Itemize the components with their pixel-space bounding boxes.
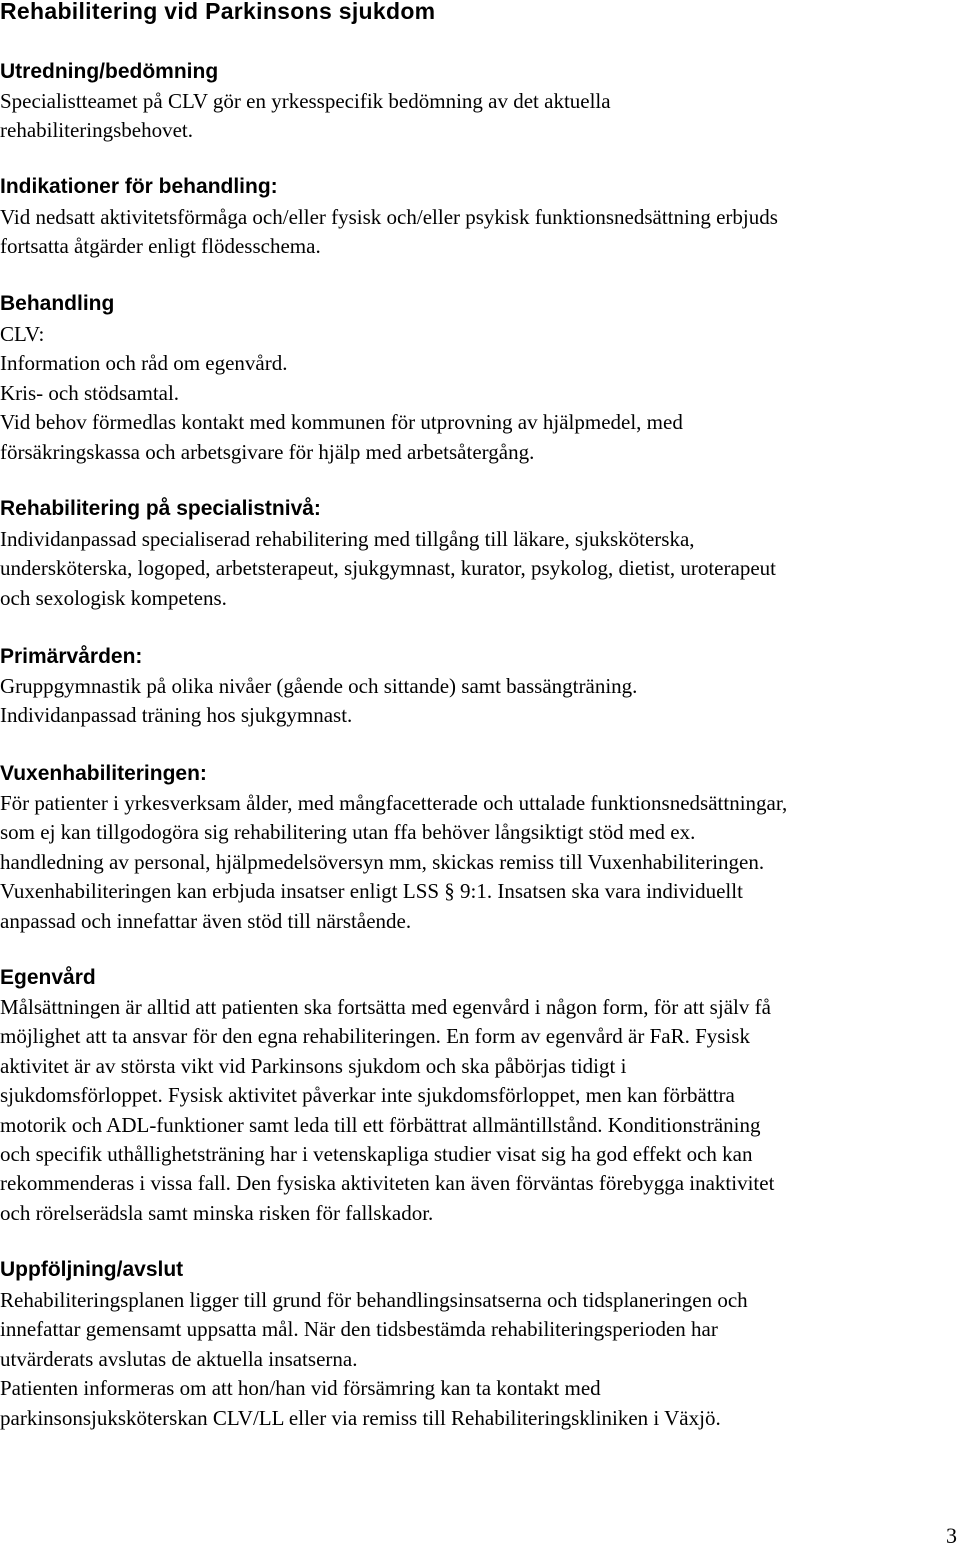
- text-line: undersköterska, logoped, arbetsterapeut, sjukgymnast, kurator, psykolog, dietist, uroterapeut: [0, 556, 776, 581]
- text-line: fortsatta åtgärder enligt flödesschema.: [0, 234, 321, 259]
- paragraph-uppfoljning: [0, 1286, 748, 1433]
- text-line: och rörelserädsla samt minska risken för fallskador.: [0, 1200, 434, 1225]
- text-line: parkinsonsjuksköterskan CLV/LL eller via remiss till Rehabiliteringskliniken i Växjö.: [0, 1405, 721, 1430]
- heading-egenvard: Egenvård: [0, 966, 96, 989]
- text-line: CLV:: [0, 322, 45, 346]
- text-line: Patienten informeras om att hon/han vid försämring kan ta kontakt med: [0, 1376, 601, 1401]
- page-number: 3: [946, 1523, 957, 1548]
- document-title: Rehabilitering vid Parkinsons sjukdom: [0, 0, 436, 24]
- text-line: handledning av personal, hjälpmedelsöversyn mm, skickas remiss till Vuxenhabiliteringen.: [0, 849, 765, 874]
- text-line: möjlighet att ta ansvar för den egna rehabiliteringen. En form av egenvård är FaR. Fysisk: [0, 1024, 750, 1049]
- heading-primarvarden: Primärvården:: [0, 645, 143, 668]
- paragraph-utredning: [0, 87, 611, 146]
- heading-specialistniva: Rehabilitering på specialistnivå:: [0, 497, 321, 520]
- text-line: Gruppgymnastik på olika nivåer (gående och sittande) samt bassängträning.: [0, 674, 638, 698]
- heading-uppfoljning: Uppföljning/avslut: [0, 1258, 184, 1281]
- text-line: rehabiliteringsbehovet.: [0, 118, 194, 143]
- text-line: och specifik uthållighetsträning har i vetenskapliga studier visat sig ha god effekt och kan: [0, 1142, 753, 1167]
- text-line: Information och råd om egenvård.: [0, 351, 288, 376]
- text-line: För patienter i yrkesverksam ålder, med mångfacetterade och uttalade funktionsnedsättningar,: [0, 791, 788, 815]
- text-line: Rehabiliteringsplanen ligger till grund för behandlingsinsatserna och tidsplaneringen och: [0, 1288, 748, 1312]
- heading-indikationer: Indikationer för behandling:: [0, 175, 278, 198]
- text-line: Specialistteamet på CLV gör en yrkesspecifik bedömning av det aktuella: [0, 89, 611, 113]
- heading-behandling: Behandling: [0, 292, 115, 315]
- text-line: sjukdomsförloppet. Fysisk aktivitet påverkar inte sjukdomsförloppet, men kan förbättra: [0, 1083, 735, 1108]
- paragraph-vuxenhabiliteringen: [0, 789, 787, 936]
- text-line: Kris- och stödsamtal.: [0, 380, 180, 405]
- text-line: och sexologisk kompetens.: [0, 585, 227, 610]
- text-line: rekommenderas i vissa fall. Den fysiska aktiviteten kan även förväntas förebygga inaktivitet: [0, 1171, 775, 1196]
- heading-utredning: Utredning/bedömning: [0, 60, 219, 83]
- text-line: utvärderats avslutas de aktuella insatserna.: [0, 1346, 358, 1371]
- paragraph-behandling: [0, 320, 683, 467]
- text-line: aktivitet är av största vikt vid Parkinsons sjukdom och ska påbörjas tidigt i: [0, 1053, 627, 1078]
- text-line: innefattar gemensamt uppsatta mål. När den tidsbestämda rehabiliteringsperioden har: [0, 1317, 718, 1342]
- text-line: motorik och ADL-funktioner samt leda till ett förbättrat allmäntillstånd. Konditionsträning: [0, 1112, 761, 1137]
- paragraph-specialistniva: [0, 525, 776, 613]
- text-line: anpassad och innefattar även stöd till närstående.: [0, 908, 412, 933]
- paragraph-primarvarden: [0, 672, 637, 731]
- heading-vuxenhabiliteringen: Vuxenhabiliteringen:: [0, 762, 207, 785]
- text-line: Individanpassad träning hos sjukgymnast.: [0, 703, 353, 728]
- text-line: Vuxenhabiliteringen kan erbjuda insatser enligt LSS § 9:1. Insatsen ska vara individuellt: [0, 879, 743, 904]
- paragraph-egenvard: [0, 993, 774, 1228]
- paragraph-indikationer: [0, 203, 778, 262]
- text-line: Målsättningen är alltid att patienten ska fortsätta med egenvård i någon form, för att själv få: [0, 995, 771, 1019]
- text-line: försäkringskassa och arbetsgivare för hjälp med arbetsåtergång.: [0, 439, 535, 464]
- text-line: som ej kan tillgodogöra sig rehabilitering utan ffa behöver långsiktigt stöd med ex.: [0, 820, 696, 845]
- text-line: Vid nedsatt aktivitetsförmåga och/eller fysisk och/eller psykisk funktionsnedsättning erbjuds: [0, 205, 778, 229]
- text-line: Individanpassad specialiserad rehabilitering med tillgång till läkare, sjuksköterska,: [0, 527, 695, 551]
- text-line: Vid behov förmedlas kontakt med kommunen för utprovning av hjälpmedel, med: [0, 410, 683, 435]
